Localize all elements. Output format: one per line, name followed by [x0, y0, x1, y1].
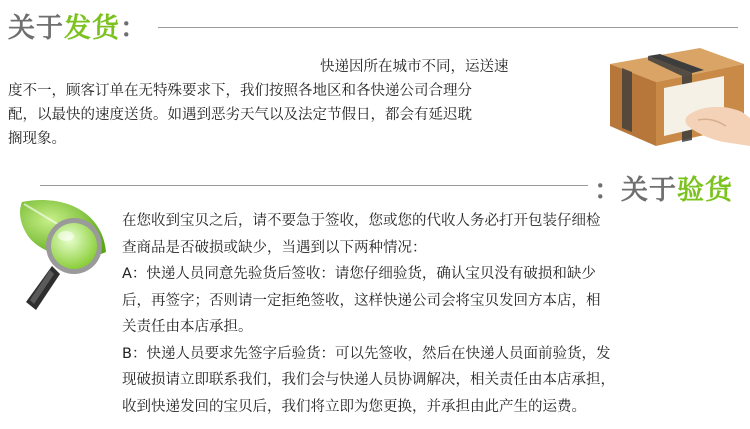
inspection-title: [594, 168, 733, 207]
shipping-title-accent: 发货: [64, 13, 120, 44]
inspection-divider: [40, 185, 588, 186]
leaf-magnifier-icon: [14, 192, 119, 322]
shipping-line: 快递因所在城市不同，运送速: [320, 59, 509, 75]
inspection-line: 关责任由本店承担。: [122, 319, 253, 335]
inspection-line: 后，再签字；否则请一定拒绝签收，这样快递公司会将宝贝发回方本店，相: [122, 292, 601, 309]
shipping-title-separator: ：: [120, 13, 147, 44]
shipping-divider: [158, 27, 738, 28]
shipping-line: 搁现象。: [8, 131, 66, 147]
inspection-title-separator: ：: [594, 175, 621, 206]
cardboard-box-icon: [604, 42, 750, 150]
shipping-paragraph: [8, 55, 598, 151]
inspection-paragraph: [122, 208, 732, 420]
inspection-line: 在您收到宝贝之后，请不要急于签收，您或您的代收人务必打开包装仔细检: [122, 213, 601, 229]
inspection-line: B：快递人员要求先签字后验货：可以先签收，然后在快递人员面前验货，发: [122, 345, 611, 362]
inspection-title-accent: 验货: [677, 175, 733, 206]
inspection-title-prefix: 关于: [621, 175, 677, 206]
shipping-title-prefix: 关于: [8, 13, 64, 44]
inspection-line: 查商品是否破损或缺少，当遇到以下两种情况：: [122, 239, 427, 256]
shipping-line: 度不一，顾客订单在无特殊要求下，我们按照各地区和各快递公司合理分: [8, 83, 472, 99]
inspection-line: A：快递人员同意先验货后签收：请您仔细验货，确认宝贝没有破损和缺少: [122, 266, 596, 282]
shipping-title: [8, 6, 147, 45]
shipping-line: 配，以最快的速度送货。如遇到恶劣天气以及法定节假日，都会有延迟耽: [8, 107, 472, 123]
inspection-line: 现破损请立即联系我们，我们会与快递人员协调解决，相关责任由本店承担，: [122, 372, 615, 388]
inspection-line: 收到快递发回的宝贝后，我们将立即为您更换，并承担由此产生的运费。: [122, 398, 586, 415]
